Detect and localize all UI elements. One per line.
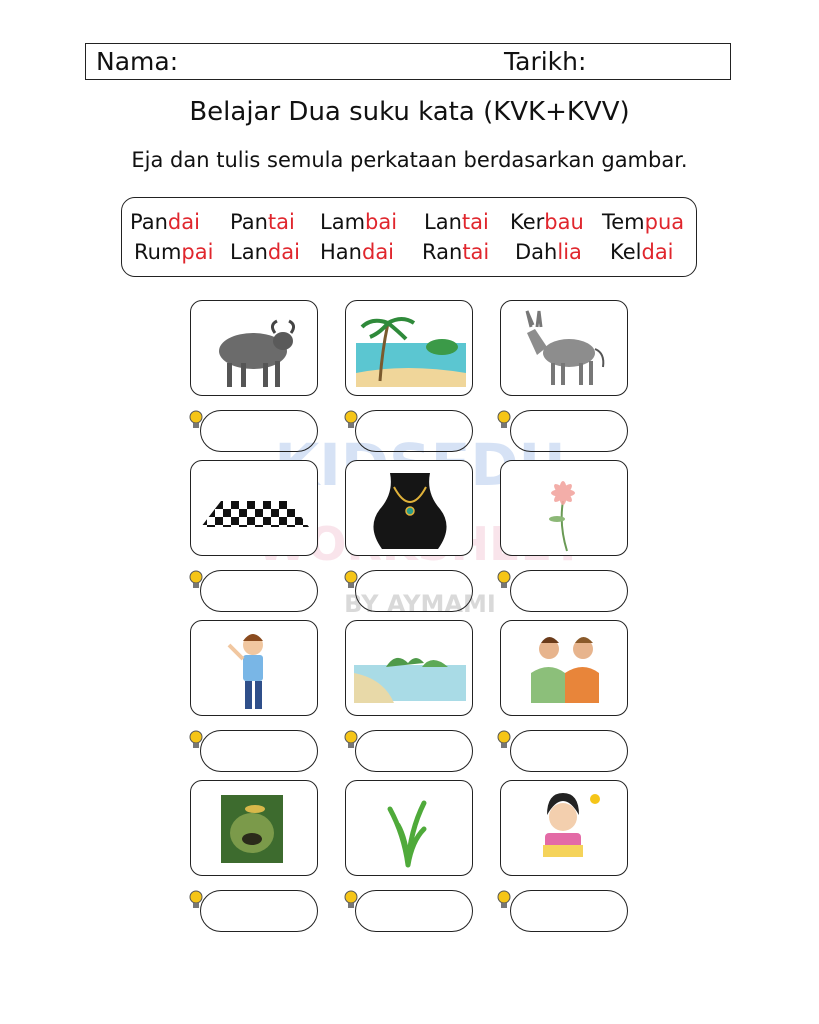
picture-card-boy: [190, 620, 318, 716]
word-bank-item: Handai: [320, 240, 395, 264]
island-shore-image: [346, 621, 473, 716]
dahlia-flower-image: [501, 461, 628, 556]
word-bank-item: Rumpai: [134, 240, 214, 264]
lightbulb-icon: [342, 729, 360, 751]
lightbulb-icon: [495, 729, 513, 751]
seaweed-image: [346, 781, 473, 876]
lightbulb-icon: [495, 409, 513, 431]
lightbulb-icon: [495, 569, 513, 591]
answer-field[interactable]: [200, 730, 318, 772]
picture-card-seaweed: [345, 780, 473, 876]
word-bank-item: Keldai: [610, 240, 674, 264]
picture-card-island: [345, 620, 473, 716]
word-bank: [121, 197, 697, 277]
donkey-image: [501, 301, 628, 396]
picture-card-beach: [345, 300, 473, 396]
picture-card-flower: [500, 460, 628, 556]
answer-field[interactable]: [355, 570, 473, 612]
lightbulb-icon: [187, 889, 205, 911]
answer-field[interactable]: [510, 570, 628, 612]
lightbulb-icon: [342, 569, 360, 591]
picture-card-donkey: [500, 300, 628, 396]
word-bank-item: Kerbau: [510, 210, 584, 234]
answer-field[interactable]: [200, 890, 318, 932]
word-bank-item: Lantai: [424, 210, 489, 234]
picture-card-girl: [500, 780, 628, 876]
girl-reading-image: [501, 781, 628, 876]
beach-palm-image: [346, 301, 473, 396]
picture-card-floor: [190, 460, 318, 556]
picture-card-necklace: [345, 460, 473, 556]
bird-nest-image: [191, 781, 318, 876]
word-bank-item: Rantai: [422, 240, 490, 264]
lightbulb-icon: [342, 409, 360, 431]
necklace-image: [346, 461, 473, 556]
picture-card-nest: [190, 780, 318, 876]
boy-waving-image: [191, 621, 318, 716]
date-label: Tarikh:: [504, 47, 587, 76]
picture-card-buffalo: [190, 300, 318, 396]
name-label: Nama:: [96, 47, 179, 76]
answer-field[interactable]: [355, 730, 473, 772]
lightbulb-icon: [187, 729, 205, 751]
word-bank-item: Landai: [230, 240, 300, 264]
buffalo-image: [191, 301, 318, 396]
word-bank-item: Dahlia: [515, 240, 582, 264]
lightbulb-icon: [342, 889, 360, 911]
answer-field[interactable]: [200, 410, 318, 452]
two-friends-image: [501, 621, 628, 716]
word-bank-item: Pantai: [230, 210, 295, 234]
picture-card-friends: [500, 620, 628, 716]
word-bank-item: Tempua: [602, 210, 685, 234]
lightbulb-icon: [187, 409, 205, 431]
answer-field[interactable]: [510, 730, 628, 772]
answer-field[interactable]: [510, 890, 628, 932]
lightbulb-icon: [187, 569, 205, 591]
checkered-floor-image: [191, 461, 318, 556]
answer-field[interactable]: [200, 570, 318, 612]
word-bank-item: Lambai: [320, 210, 398, 234]
answer-field[interactable]: [355, 410, 473, 452]
answer-field[interactable]: [355, 890, 473, 932]
svg-text:BY AYMAMI: BY AYMAMI: [344, 590, 496, 618]
worksheet-title: Belajar Dua suku kata (KVK+KVV): [189, 97, 630, 127]
name-date-box: [85, 43, 731, 80]
instruction-text: Eja dan tulis semula perkataan berdasarkan gambar.: [131, 148, 688, 172]
lightbulb-icon: [495, 889, 513, 911]
word-bank-item: Pandai: [130, 210, 200, 234]
answer-field[interactable]: [510, 410, 628, 452]
